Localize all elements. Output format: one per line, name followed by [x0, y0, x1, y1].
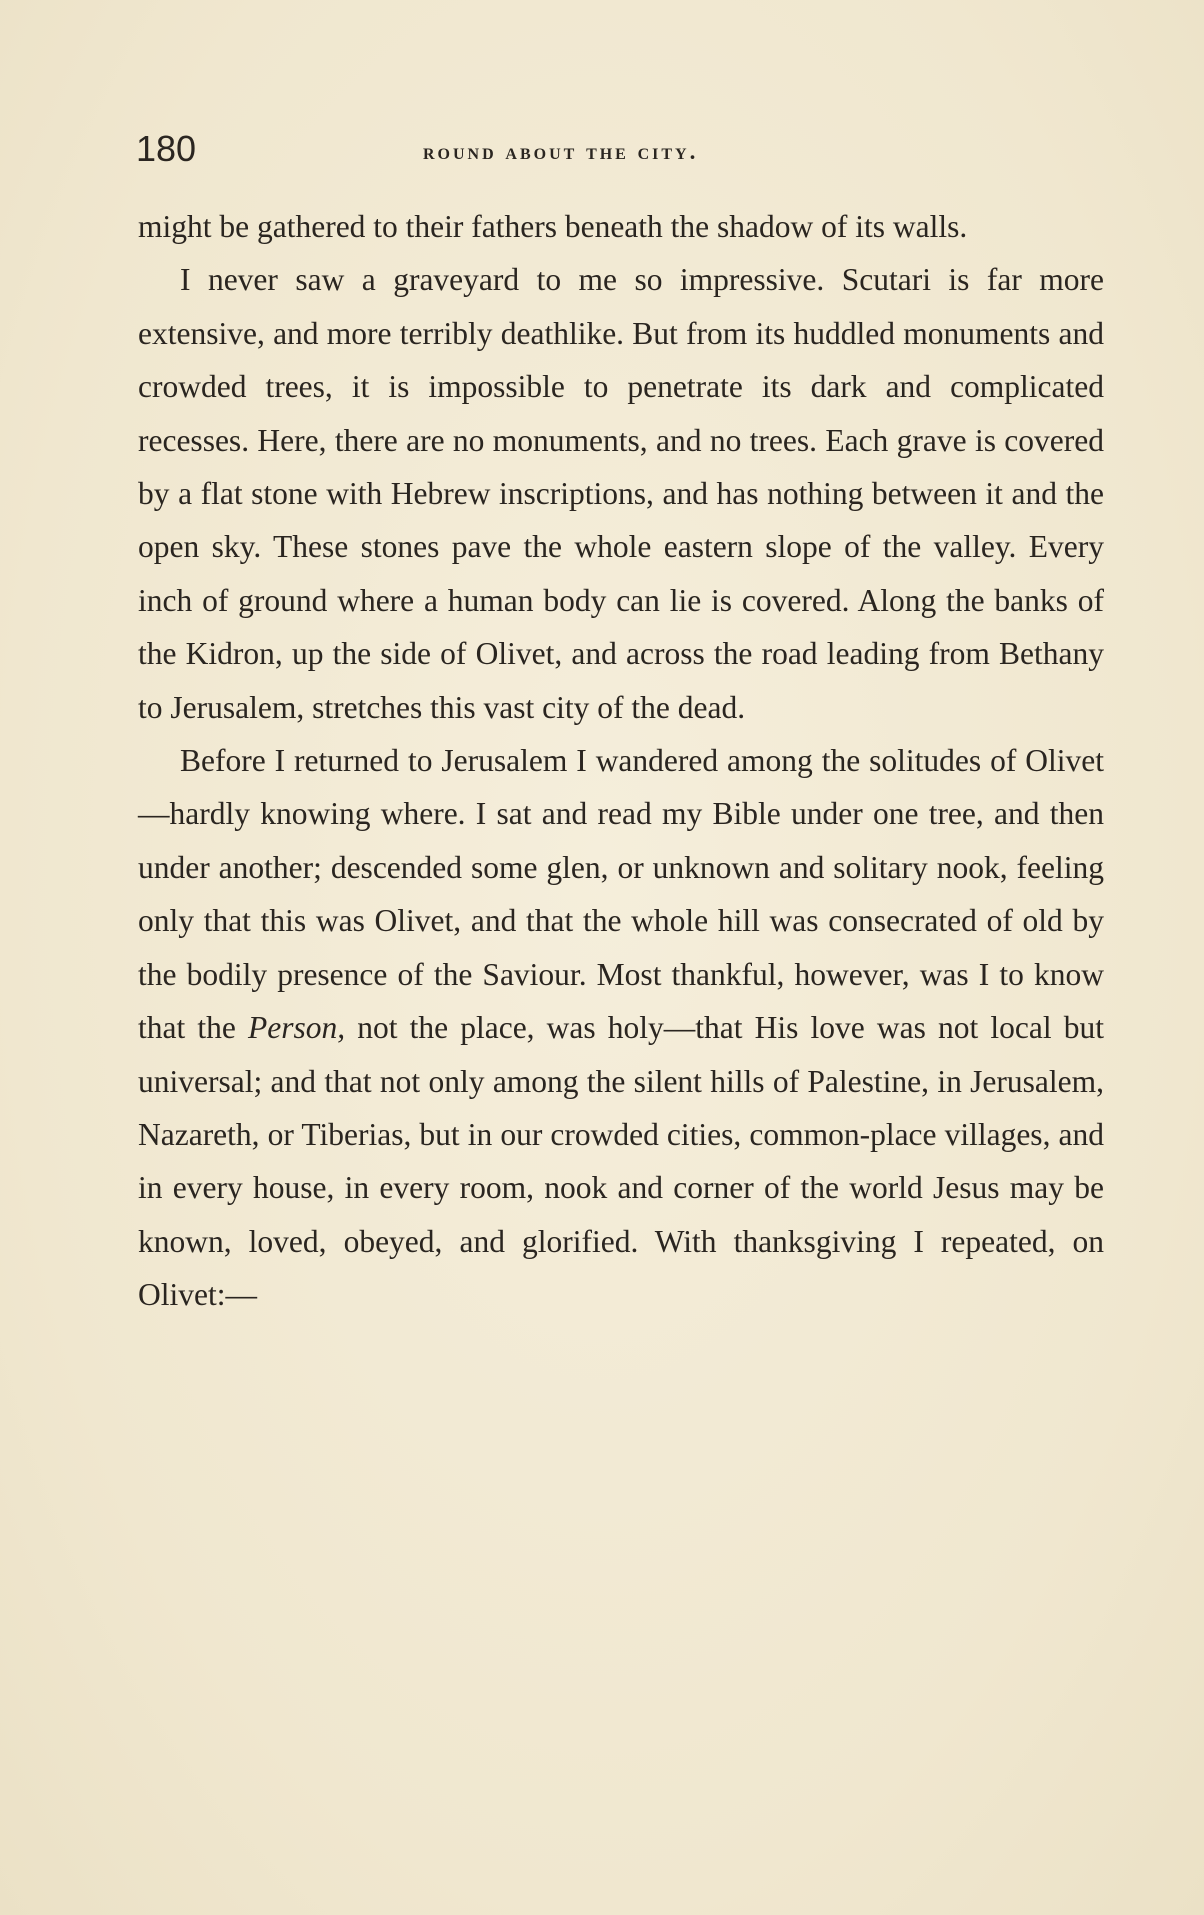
paragraph-1: might be gathered to their fathers beneath the shadow of its walls.: [138, 209, 968, 244]
running-head: round about the city.: [423, 139, 699, 164]
paragraph-3-text-end: not the place, was holy—that His love was not local but universal; and that not only among the silent hills of Palestine, in Jerusalem, Nazareth, or Tiberias, but in our crowded cities, common-place villages, and in every house, in every room, nook and corner of the world Jesus may be known, loved, obeyed, and glorified. With thanksgiving I repeated, on Olivet:—: [138, 1010, 1105, 1313]
page-header: [136, 128, 1096, 178]
paragraph-3-text-start: Before I returned to Jerusalem I wandered among the solitudes of Olivet—hardly knowing where. I sat and read my Bible under one tree, and then under another; descended some glen, or unknown and solitary nook, feeling only that this was Olivet, and that the whole hill was consecrated of old by the bodily presence of the Saviour. Most thankful, however, was I to know that the: [138, 743, 1104, 1046]
paragraph-3: [138, 734, 1104, 1321]
paragraph-3-italic-word: Person,: [247, 1010, 346, 1046]
paragraph-2: I never saw a graveyard to me so impressive. Scutari is far more extensive, and more terribly deathlike. But from its huddled monuments and crowded trees, it is impossible to penetrate its dark and complicated recesses. Here, there are no monuments, and no trees. Each grave is covered by a flat stone with Hebrew inscriptions, and has nothing between it and the open sky. These stones pave the whole eastern slope of the valley. Every inch of ground where a human body can lie is covered. Along the banks of the Kidron, up the side of Olivet, and across the road leading from Bethany to Jerusalem, stretches this vast city of the dead.: [138, 262, 1104, 725]
body-text: [138, 200, 1104, 1322]
page-number: 180: [136, 128, 197, 169]
